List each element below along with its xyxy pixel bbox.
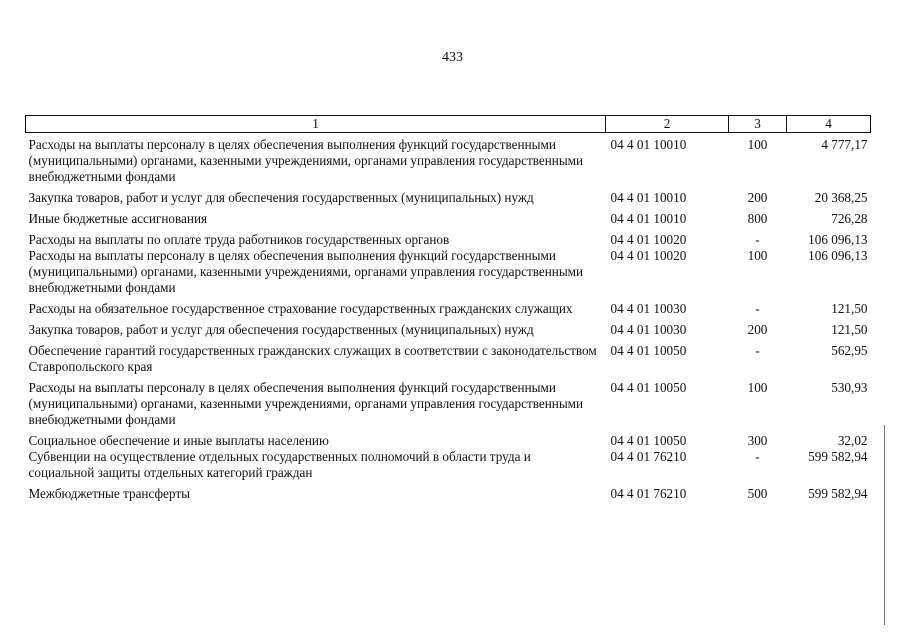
row-type: - [755, 343, 760, 358]
row-name: Расходы на выплаты персоналу в целях обеспечения выполнения функций государственными (муниципальными) органами, казенными учреждениями, органами управления государственными внебюджетными фондами [28, 137, 584, 184]
table-row [26, 227, 871, 248]
row-type: 800 [747, 211, 768, 226]
row-name: Обеспечение гарантий государственных гражданских служащих в соответствии с законодательством Ставропольского края [28, 343, 597, 374]
row-amount: 726,28 [831, 211, 868, 226]
row-name: Межбюджетные трансферты [28, 486, 190, 501]
row-amount: 599 582,94 [808, 449, 868, 464]
table-row [26, 133, 871, 186]
table-row [26, 248, 871, 296]
scan-edge-line [884, 425, 885, 625]
row-code: 04 4 01 10010 [610, 137, 687, 152]
row-type: 100 [747, 248, 768, 263]
table-row [26, 481, 871, 502]
row-type: 200 [747, 190, 768, 205]
row-amount: 599 582,94 [808, 486, 868, 501]
header-col-2: 2 [606, 116, 729, 133]
row-type: 200 [747, 322, 768, 337]
row-type: - [755, 449, 760, 464]
row-amount: 562,95 [831, 343, 868, 358]
row-type: 100 [747, 137, 768, 152]
row-name: Расходы на выплаты персоналу в целях обеспечения выполнения функций государственными (муниципальными) органами, казенными учреждениями, органами управления государственными внебюджетными фондами [28, 380, 584, 427]
table-row [26, 185, 871, 206]
row-code: 04 4 01 10020 [610, 232, 687, 247]
budget-table [25, 115, 871, 502]
table-row [26, 375, 871, 428]
row-type: - [755, 232, 760, 247]
row-name: Закупка товаров, работ и услуг для обеспечения государственных (муниципальных) нужд [28, 190, 534, 205]
row-amount: 106 096,13 [808, 232, 868, 247]
header-col-3: 3 [729, 116, 787, 133]
table-row [26, 428, 871, 449]
row-amount: 20 368,25 [814, 190, 868, 205]
row-code: 04 4 01 10020 [610, 248, 687, 263]
header-col-4: 4 [787, 116, 871, 133]
table-header [26, 116, 871, 133]
row-type: 500 [747, 486, 768, 501]
row-code: 04 4 01 76210 [610, 486, 687, 501]
row-code: 04 4 01 10050 [610, 343, 687, 358]
row-name: Расходы на выплаты персоналу в целях обеспечения выполнения функций государственными (муниципальными) органами, казенными учреждениями, органами управления государственными внебюджетными фондами [28, 248, 584, 295]
row-type: 100 [747, 380, 768, 395]
budget-table-container [25, 115, 870, 502]
row-amount: 121,50 [831, 322, 868, 337]
table-row [26, 296, 871, 317]
row-code: 04 4 01 10010 [610, 211, 687, 226]
row-amount: 106 096,13 [808, 248, 868, 263]
row-name: Расходы на выплаты по оплате труда работников государственных органов [28, 232, 450, 247]
row-code: 04 4 01 76210 [610, 449, 687, 464]
row-type: 300 [747, 433, 768, 448]
table-row [26, 338, 871, 375]
row-name: Социальное обеспечение и иные выплаты населению [28, 433, 329, 448]
row-code: 04 4 01 10050 [610, 433, 687, 448]
table-row [26, 449, 871, 481]
row-code: 04 4 01 10030 [610, 322, 687, 337]
row-amount: 32,02 [837, 433, 868, 448]
row-name: Субвенции на осуществление отдельных государственных полномочий в области труда и социальной защиты отдельных категорий граждан [28, 449, 531, 480]
row-amount: 4 777,17 [821, 137, 868, 152]
row-name: Расходы на обязательное государственное страхование государственных гражданских служащих [28, 301, 573, 316]
row-name: Закупка товаров, работ и услуг для обеспечения государственных (муниципальных) нужд [28, 322, 534, 337]
table-row [26, 317, 871, 338]
table-row [26, 206, 871, 227]
header-row [26, 116, 871, 133]
table-body [26, 133, 871, 503]
row-amount: 121,50 [831, 301, 868, 316]
page-number: 433 [442, 50, 463, 65]
row-type: - [755, 301, 760, 316]
header-col-1: 1 [26, 116, 606, 133]
row-code: 04 4 01 10050 [610, 380, 687, 395]
row-code: 04 4 01 10010 [610, 190, 687, 205]
row-code: 04 4 01 10030 [610, 301, 687, 316]
row-amount: 530,93 [831, 380, 868, 395]
row-name: Иные бюджетные ассигнования [28, 211, 208, 226]
